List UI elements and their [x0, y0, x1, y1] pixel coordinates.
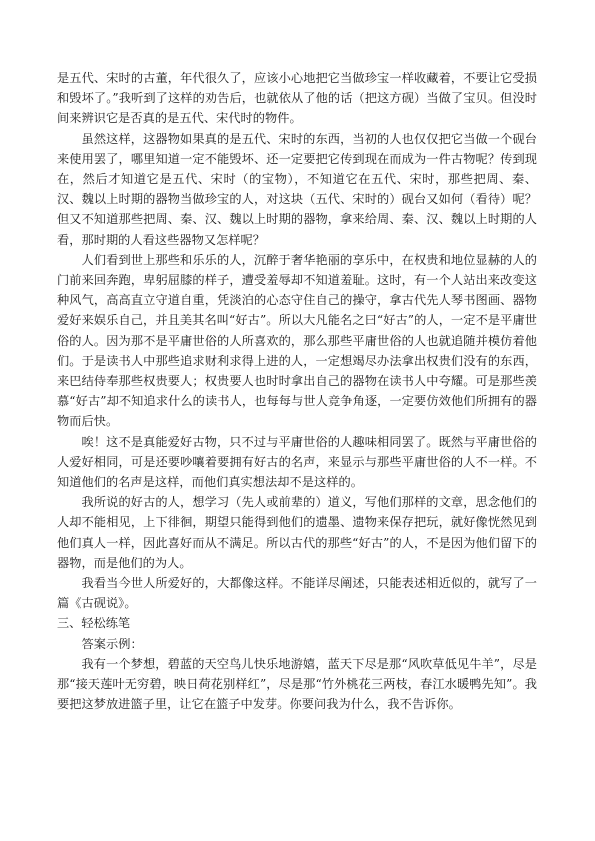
answer-label: 答案示例： [81, 636, 143, 651]
answer-text: 我有一个梦想，碧蓝的天空鸟儿快乐地游嬉，蓝天下尽是那“风吹草低见牛羊”，尽是那“接天莲叶无穷碧，映日荷花别样红”，尽是那“竹外桃花三两枝，春江水暖鸭先知”。我要把这梦放进篮子里，让它在篮子中发芽。你要问我为什么，我不告诉你。 [57, 656, 537, 712]
document-body [57, 68, 537, 715]
paragraph-4: 唉！这不是真能爱好古物，只不过与平庸世俗的人趣味相同罢了。既然与平庸世俗的人爱好相同，可是还要吵嚷着要拥有好古的名声，来显示与那些平庸世俗的人不一样。不知道他们的名声是这样，而他们真实想法却不是这样的。 [57, 434, 537, 490]
paragraph-5: 我所说的好古的人，想学习（先人或前辈的）道义，写他们那样的文章，思念他们的人却不能相见，上下徘徊，期望只能得到他们的遗墨、遗物来保存把玩，就好像恍然见到他们真人一样，因此喜好而从不满足。所以古代的那些“好古”的人，不是因为他们留下的器物，而是他们的为人。 [57, 495, 537, 570]
section-heading: 三、轻松练笔 [57, 616, 131, 631]
paragraph-2: 虽然这样，这器物如果真的是五代、宋时的东西，当初的人也仅仅把它当做一个砚台来使用罢了，哪里知道一定不能毁坏、还一定要把它传到现在而成为一件古物呢？传到现在，然后才知道它是五代、宋时（的宝物），不知道它在五代、宋时，那些把周、秦、汉、魏以上时期的器物当做珍宝的人，对这块（五代、宋时的）砚台又如何（看待）呢？但又不知道那些把周、秦、汉、魏以上时期的器物，拿来给周、秦、汉、魏以上时期的人看，那时期的人看这些器物又怎样呢？ [57, 131, 537, 247]
paragraph-continuation: 是五代、宋时的古董，年代很久了，应该小心地把它当做珍宝一样收藏着，不要让它受损和毁坏了。”我听到了这样的劝告后，也就依从了他的话（把这方砚）当做了宝贝。但没时间来辨识它是否真的是五代、宋代时的物件。 [57, 71, 537, 126]
paragraph-6: 我看当今世人所爱好的，大都像这样。不能详尽阐述，只能表述相近似的，就写了一篇《古砚说》。 [57, 576, 537, 611]
paragraph-3: 人们看到世上那些和乐乐的人，沉醉于奢华艳丽的享乐中，在权贵和地位显赫的人的门前来回奔跑，卑躬屈膝的样子，遭受羞辱却不知道羞耻。这时，有一个人站出来改变这种风气，高高直立守道自重，凭淡泊的心态守住自己的操守，拿古代先人琴书图画、器物爱好来娱乐自己，并且美其名叫“好古”。所以大凡能名之曰“好古”的人，一定不是平庸世俗的人。因为那不是平庸世俗的人所喜欢的，那么那些平庸世俗的人也就追随并模仿着他们。于是读书人中那些追求财利求得上进的人，一定想竭尽办法拿出权贵们没有的东西，来巴结侍奉那些权贵要人；权贵要人也时时拿出自己的器物在读书人中夸耀。可是那些羡慕“好古”却不知追求什么的读书人，也每每与世人竞争角逐，一定要仿效他们所拥有的器物而后快。 [57, 252, 537, 429]
